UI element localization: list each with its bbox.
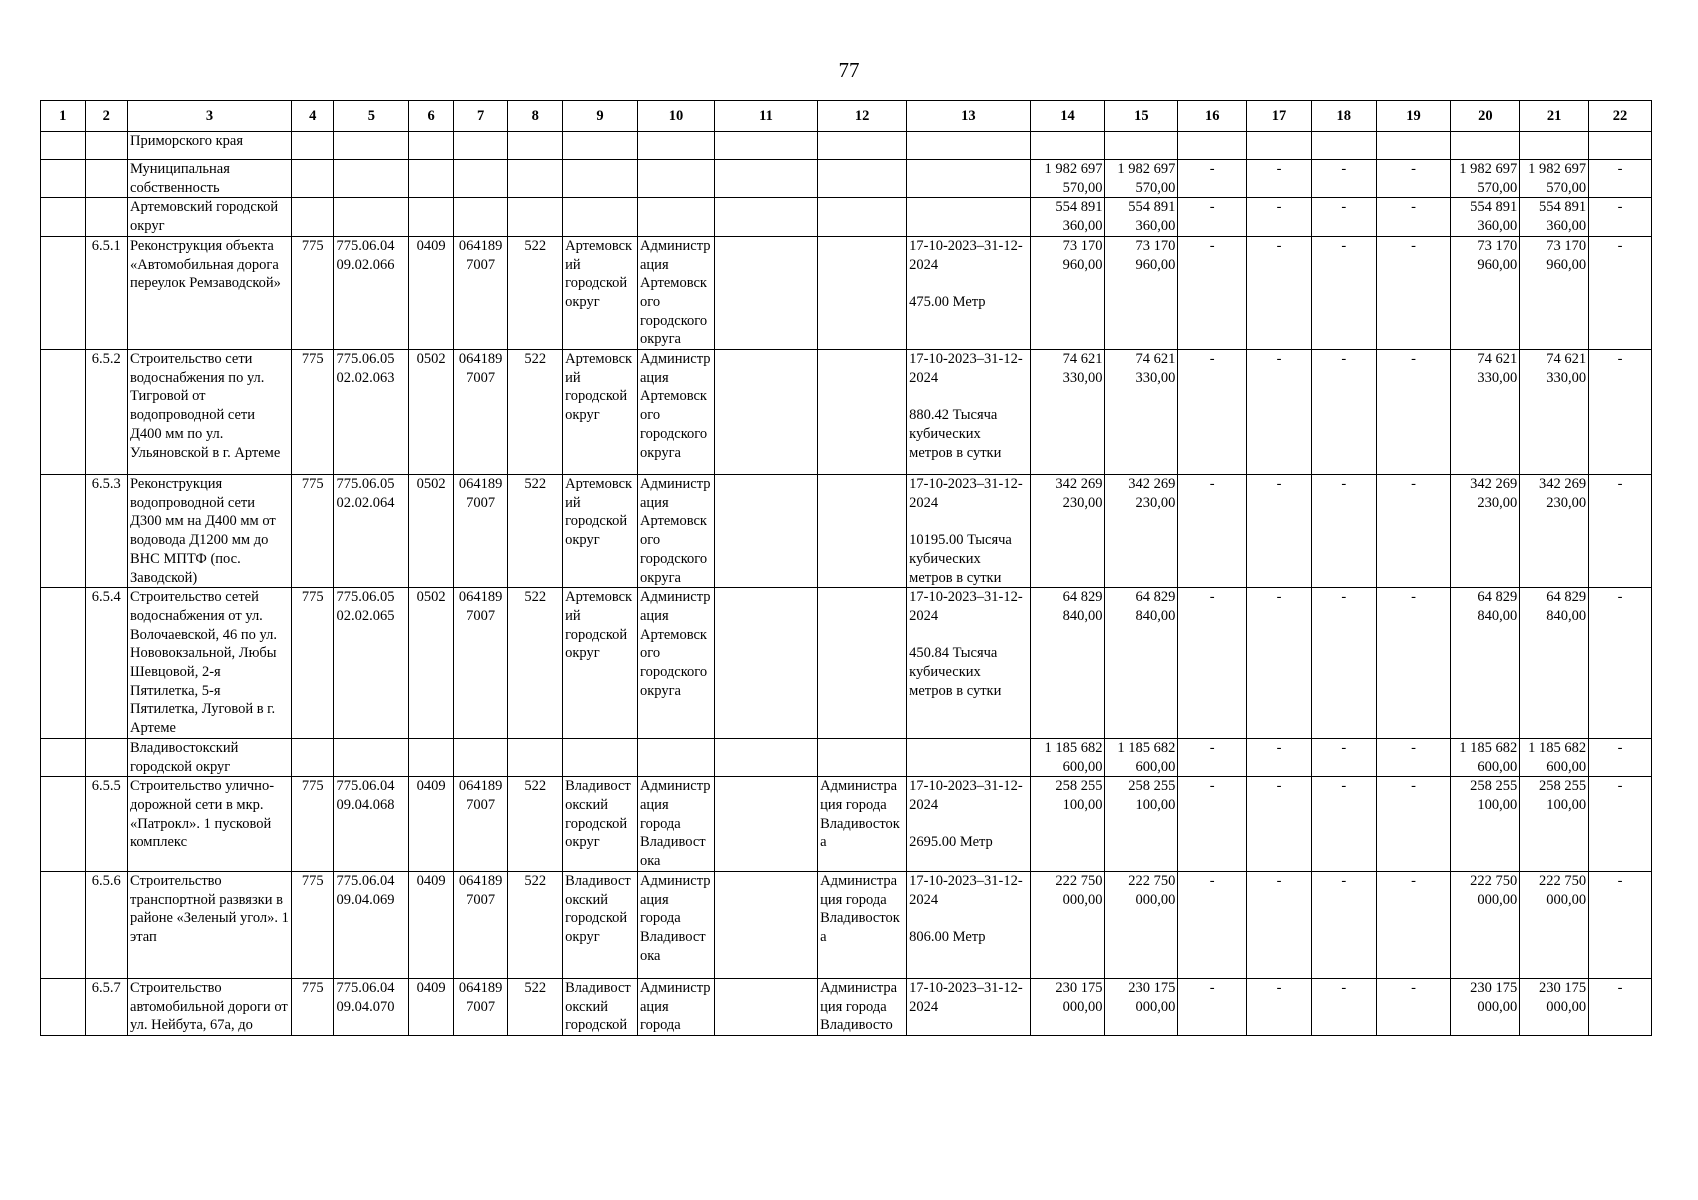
cost-col-20-cell: 222 750 000,00 [1451,871,1520,978]
cost-col-15-cell [1105,132,1178,160]
column-header: 18 [1311,101,1376,132]
col-22-cell: - [1589,475,1652,588]
developer-cell [818,236,907,349]
section-code-cell [409,132,454,160]
developer-cell [818,475,907,588]
column-header: 4 [291,101,334,132]
column-header: 2 [85,101,128,132]
period-text: 17-10-2023–31-12-2024 [909,979,1023,1015]
cost-col-21-cell [1520,132,1589,160]
period-capacity-cell [907,160,1030,198]
cost-col-20-cell: 64 829 840,00 [1451,588,1520,739]
object-name-cell: Артемовский городской округ [128,198,292,236]
project-code-cell [334,738,409,776]
column-header: 8 [508,101,563,132]
code-775-cell: 775 [291,777,334,872]
row-col-1 [41,978,86,1035]
header-row [41,101,1652,132]
object-name-cell: Строительство сетей водоснабжения от ул. Волочаевской, 46 по ул. Нововокзальной, Любы Шевцовой, 2-я Пятилетка, 5-я Пятилетка, Луговой в г. Артеме [128,588,292,739]
cost-col-15-cell: 222 750 000,00 [1105,871,1178,978]
row-col-1 [41,475,86,588]
municipality-cell [563,738,638,776]
developer-cell: Администрация города Владивостока [818,777,907,872]
section-code-cell: 0502 [409,475,454,588]
target-article-cell: 0641897007 [453,588,508,739]
customer-cell [637,132,714,160]
code-775-cell: 775 [291,588,334,739]
project-code-cell [334,198,409,236]
col-22-cell: - [1589,236,1652,349]
code-775-cell [291,160,334,198]
item-number-cell: 6.5.5 [85,777,128,872]
table-row [41,475,1652,588]
col-19-cell [1376,132,1451,160]
project-code-cell: 775.06.04 09.02.066 [334,236,409,349]
item-number-cell [85,132,128,160]
table-row [41,777,1652,872]
expense-type-cell: 522 [508,978,563,1035]
col-19-cell: - [1376,978,1451,1035]
object-name-cell: Приморского края [128,132,292,160]
total-cost-cell: 74 621 330,00 [1030,350,1105,475]
municipality-cell: Владивостокский городской округ [563,871,638,978]
project-code-cell [334,132,409,160]
col-22-cell: - [1589,350,1652,475]
cost-col-21-cell: 258 255 100,00 [1520,777,1589,872]
period-text: 17-10-2023–31-12-2024 [909,872,1023,908]
row-col-11 [714,978,817,1035]
row-col-11 [714,777,817,872]
municipality-cell: Артемовский городской округ [563,588,638,739]
cost-col-15-cell: 230 175 000,00 [1105,978,1178,1035]
col-19-cell: - [1376,350,1451,475]
period-text: 17-10-2023–31-12-2024 [909,476,1023,511]
row-col-11 [714,132,817,160]
col-16-cell: - [1178,350,1247,475]
cost-col-21-cell: 554 891 360,00 [1520,198,1589,236]
col-17-cell: - [1247,978,1312,1035]
column-header: 14 [1030,101,1105,132]
cost-col-15-cell: 258 255 100,00 [1105,777,1178,872]
col-18-cell [1311,132,1376,160]
customer-cell [637,198,714,236]
municipality-cell [563,198,638,236]
cost-col-21-cell: 230 175 000,00 [1520,978,1589,1035]
item-number-cell: 6.5.1 [85,236,128,349]
table-row [41,236,1652,349]
col-17-cell: - [1247,198,1312,236]
row-col-11 [714,350,817,475]
cost-col-21-cell: 74 621 330,00 [1520,350,1589,475]
total-cost-cell: 222 750 000,00 [1030,871,1105,978]
project-code-cell: 775.06.05 02.02.065 [334,588,409,739]
developer-cell: Администрация города Владивостока [818,871,907,978]
cost-col-20-cell: 73 170 960,00 [1451,236,1520,349]
developer-cell [818,588,907,739]
object-name-cell: Владивостокский городской округ [128,738,292,776]
col-18-cell: - [1311,350,1376,475]
col-19-cell: - [1376,198,1451,236]
period-capacity-cell [907,588,1030,739]
col-19-cell: - [1376,236,1451,349]
item-number-cell [85,160,128,198]
column-header: 22 [1589,101,1652,132]
column-header: 15 [1105,101,1178,132]
capacity-text: 475.00 Метр [909,293,986,310]
cost-col-15-cell: 64 829 840,00 [1105,588,1178,739]
column-header: 11 [714,101,817,132]
row-col-11 [714,236,817,349]
project-code-cell: 775.06.04 09.04.069 [334,871,409,978]
column-header: 16 [1178,101,1247,132]
cost-col-21-cell: 222 750 000,00 [1520,871,1589,978]
col-19-cell: - [1376,777,1451,872]
developer-cell [818,350,907,475]
row-col-11 [714,475,817,588]
target-article-cell [453,160,508,198]
column-header: 17 [1247,101,1312,132]
target-article-cell: 0641897007 [453,777,508,872]
developer-cell [818,198,907,236]
col-19-cell: - [1376,588,1451,739]
page-number: 77 [838,58,860,82]
cost-col-20-cell: 342 269 230,00 [1451,475,1520,588]
target-article-cell: 0641897007 [453,350,508,475]
period-capacity-cell [907,738,1030,776]
expense-type-cell: 522 [508,871,563,978]
period-capacity-cell [907,350,1030,475]
customer-cell [637,160,714,198]
customer-cell: Администрация города [637,978,714,1035]
municipality-cell: Владивостокский городской [563,978,638,1035]
cost-col-15-cell: 1 982 697 570,00 [1105,160,1178,198]
cost-col-20-cell: 1 185 682 600,00 [1451,738,1520,776]
column-header: 20 [1451,101,1520,132]
period-capacity-cell [907,198,1030,236]
code-775-cell: 775 [291,350,334,475]
column-header: 9 [563,101,638,132]
column-header: 1 [41,101,86,132]
col-22-cell [1589,132,1652,160]
col-19-cell: - [1376,871,1451,978]
col-17-cell [1247,132,1312,160]
section-code-cell: 0502 [409,350,454,475]
item-number-cell: 6.5.6 [85,871,128,978]
col-22-cell: - [1589,738,1652,776]
table-row [41,160,1652,198]
object-name-cell: Строительство транспортной развязки в районе «Зеленый угол». 1 этап [128,871,292,978]
developer-cell: Администрация города Владивосто [818,978,907,1035]
cost-col-15-cell: 554 891 360,00 [1105,198,1178,236]
code-775-cell: 775 [291,871,334,978]
col-16-cell: - [1178,871,1247,978]
customer-cell: Администрация города Владивостока [637,777,714,872]
customer-cell: Администрация Артемовского городского округа [637,475,714,588]
col-19-cell: - [1376,738,1451,776]
col-16-cell: - [1178,978,1247,1035]
col-22-cell: - [1589,160,1652,198]
target-article-cell: 0641897007 [453,236,508,349]
target-article-cell: 0641897007 [453,475,508,588]
cost-col-21-cell: 1 982 697 570,00 [1520,160,1589,198]
section-code-cell [409,198,454,236]
col-16-cell: - [1178,236,1247,349]
row-col-11 [714,588,817,739]
table-row [41,978,1652,1035]
col-18-cell: - [1311,871,1376,978]
total-cost-cell: 1 185 682 600,00 [1030,738,1105,776]
register-table [40,100,1652,1036]
column-header: 13 [907,101,1030,132]
col-17-cell: - [1247,738,1312,776]
column-header: 7 [453,101,508,132]
col-22-cell: - [1589,978,1652,1035]
col-22-cell: - [1589,198,1652,236]
expense-type-cell: 522 [508,236,563,349]
column-header: 10 [637,101,714,132]
table-row [41,198,1652,236]
col-16-cell: - [1178,777,1247,872]
period-text: 17-10-2023–31-12-2024 [909,589,1023,624]
total-cost-cell: 64 829 840,00 [1030,588,1105,739]
row-col-1 [41,350,86,475]
cost-col-21-cell: 73 170 960,00 [1520,236,1589,349]
row-col-11 [714,198,817,236]
cost-col-21-cell: 342 269 230,00 [1520,475,1589,588]
section-code-cell: 0409 [409,236,454,349]
municipality-cell: Артемовский городской округ [563,236,638,349]
capacity-text: 2695.00 Метр [909,834,993,851]
col-17-cell: - [1247,777,1312,872]
col-17-cell: - [1247,160,1312,198]
column-header: 5 [334,101,409,132]
period-text: 17-10-2023–31-12-2024 [909,351,1023,386]
customer-cell: Администрация Артемовского городского округа [637,236,714,349]
col-18-cell: - [1311,738,1376,776]
row-col-1 [41,871,86,978]
col-17-cell: - [1247,475,1312,588]
total-cost-cell: 258 255 100,00 [1030,777,1105,872]
municipality-cell: Артемовский городской округ [563,350,638,475]
col-17-cell: - [1247,588,1312,739]
municipality-cell: Артемовский городской округ [563,475,638,588]
col-17-cell: - [1247,350,1312,475]
item-number-cell [85,738,128,776]
item-number-cell [85,198,128,236]
row-col-1 [41,588,86,739]
cost-col-20-cell: 1 982 697 570,00 [1451,160,1520,198]
total-cost-cell: 342 269 230,00 [1030,475,1105,588]
developer-cell [818,160,907,198]
period-text: 17-10-2023–31-12-2024 [909,778,1023,813]
code-775-cell [291,198,334,236]
item-number-cell: 6.5.3 [85,475,128,588]
period-capacity-cell [907,236,1030,349]
row-col-1 [41,777,86,872]
section-code-cell [409,738,454,776]
target-article-cell: 0641897007 [453,978,508,1035]
customer-cell: Администрация Артемовского городского округа [637,588,714,739]
col-16-cell [1178,132,1247,160]
col-19-cell: - [1376,160,1451,198]
expense-type-cell: 522 [508,475,563,588]
cost-col-20-cell: 258 255 100,00 [1451,777,1520,872]
item-number-cell: 6.5.2 [85,350,128,475]
row-col-11 [714,160,817,198]
total-cost-cell: 1 982 697 570,00 [1030,160,1105,198]
code-775-cell: 775 [291,475,334,588]
column-header: 12 [818,101,907,132]
cost-col-21-cell: 1 185 682 600,00 [1520,738,1589,776]
total-cost-cell: 554 891 360,00 [1030,198,1105,236]
col-16-cell: - [1178,198,1247,236]
row-col-1 [41,132,86,160]
cost-col-15-cell: 342 269 230,00 [1105,475,1178,588]
code-775-cell: 775 [291,978,334,1035]
code-775-cell [291,738,334,776]
code-775-cell: 775 [291,236,334,349]
row-col-1 [41,738,86,776]
col-17-cell: - [1247,236,1312,349]
cost-col-20-cell: 554 891 360,00 [1451,198,1520,236]
expense-type-cell: 522 [508,350,563,475]
cost-col-20-cell: 230 175 000,00 [1451,978,1520,1035]
code-775-cell [291,132,334,160]
target-article-cell: 0641897007 [453,871,508,978]
developer-cell [818,738,907,776]
cost-col-20-cell [1451,132,1520,160]
section-code-cell: 0409 [409,978,454,1035]
cost-col-15-cell: 73 170 960,00 [1105,236,1178,349]
object-name-cell: Строительство улично-дорожной сети в мкр. «Патрокл». 1 пусковой комплекс [128,777,292,872]
col-18-cell: - [1311,475,1376,588]
period-capacity-cell [907,132,1030,160]
cost-col-15-cell: 1 185 682 600,00 [1105,738,1178,776]
expense-type-cell: 522 [508,777,563,872]
table-row [41,588,1652,739]
project-code-cell [334,160,409,198]
capacity-text: 880.42 Тысяча кубических метров в сутки [909,407,1002,461]
section-code-cell [409,160,454,198]
developer-cell [818,132,907,160]
expense-type-cell [508,132,563,160]
municipality-cell [563,132,638,160]
cost-col-20-cell: 74 621 330,00 [1451,350,1520,475]
object-name-cell: Реконструкция водопроводной сети Д300 мм на Д400 мм от водовода Д1200 мм до ВНС МПТФ (пос. Заводской) [128,475,292,588]
target-article-cell [453,198,508,236]
customer-cell: Администрация города Владивостока [637,871,714,978]
project-code-cell: 775.06.04 09.04.068 [334,777,409,872]
project-code-cell: 775.06.05 02.02.064 [334,475,409,588]
col-17-cell: - [1247,871,1312,978]
col-16-cell: - [1178,588,1247,739]
total-cost-cell: 230 175 000,00 [1030,978,1105,1035]
row-col-11 [714,871,817,978]
capacity-text: 450.84 Тысяча кубических метров в сутки [909,645,1002,699]
col-22-cell: - [1589,588,1652,739]
period-text: 17-10-2023–31-12-2024 [909,237,1023,273]
capacity-text: 10195.00 Тысяча кубических метров в сутки [909,532,1012,586]
section-code-cell: 0409 [409,871,454,978]
project-code-cell: 775.06.05 02.02.063 [334,350,409,475]
col-16-cell: - [1178,738,1247,776]
col-16-cell: - [1178,160,1247,198]
col-22-cell: - [1589,777,1652,872]
column-header: 6 [409,101,454,132]
col-19-cell: - [1376,475,1451,588]
table-row [41,738,1652,776]
col-18-cell: - [1311,777,1376,872]
total-cost-cell [1030,132,1105,160]
row-col-11 [714,738,817,776]
col-18-cell: - [1311,588,1376,739]
project-code-cell: 775.06.04 09.04.070 [334,978,409,1035]
object-name-cell: Муниципальная собственность [128,160,292,198]
capacity-text: 806.00 Метр [909,928,986,945]
period-capacity-cell [907,777,1030,872]
municipality-cell [563,160,638,198]
expense-type-cell [508,198,563,236]
col-22-cell: - [1589,871,1652,978]
customer-cell [637,738,714,776]
customer-cell: Администрация Артемовского городского округа [637,350,714,475]
object-name-cell: Строительство сети водоснабжения по ул. Тигровой от водопроводной сети Д400 мм по ул. Ульяновской в г. Артеме [128,350,292,475]
target-article-cell [453,738,508,776]
period-capacity-cell [907,871,1030,978]
row-col-1 [41,198,86,236]
table-row [41,350,1652,475]
expense-type-cell [508,160,563,198]
col-18-cell: - [1311,978,1376,1035]
cost-col-15-cell: 74 621 330,00 [1105,350,1178,475]
period-capacity-cell [907,475,1030,588]
expense-type-cell: 522 [508,588,563,739]
object-name-cell: Строительство автомобильной дороги от ул. Нейбута, 67а, до [128,978,292,1035]
column-header: 3 [128,101,292,132]
table-row [41,132,1652,160]
table-row [41,871,1652,978]
item-number-cell: 6.5.7 [85,978,128,1035]
col-18-cell: - [1311,198,1376,236]
section-code-cell: 0409 [409,777,454,872]
section-code-cell: 0502 [409,588,454,739]
target-article-cell [453,132,508,160]
column-header: 21 [1520,101,1589,132]
col-18-cell: - [1311,236,1376,349]
row-col-1 [41,236,86,349]
municipality-cell: Владивостокский городской округ [563,777,638,872]
item-number-cell: 6.5.4 [85,588,128,739]
expense-type-cell [508,738,563,776]
period-capacity-cell [907,978,1030,1035]
total-cost-cell: 73 170 960,00 [1030,236,1105,349]
col-16-cell: - [1178,475,1247,588]
col-18-cell: - [1311,160,1376,198]
cost-col-21-cell: 64 829 840,00 [1520,588,1589,739]
row-col-1 [41,160,86,198]
column-header: 19 [1376,101,1451,132]
object-name-cell: Реконструкция объекта «Автомобильная дорога переулок Ремзаводской» [128,236,292,349]
